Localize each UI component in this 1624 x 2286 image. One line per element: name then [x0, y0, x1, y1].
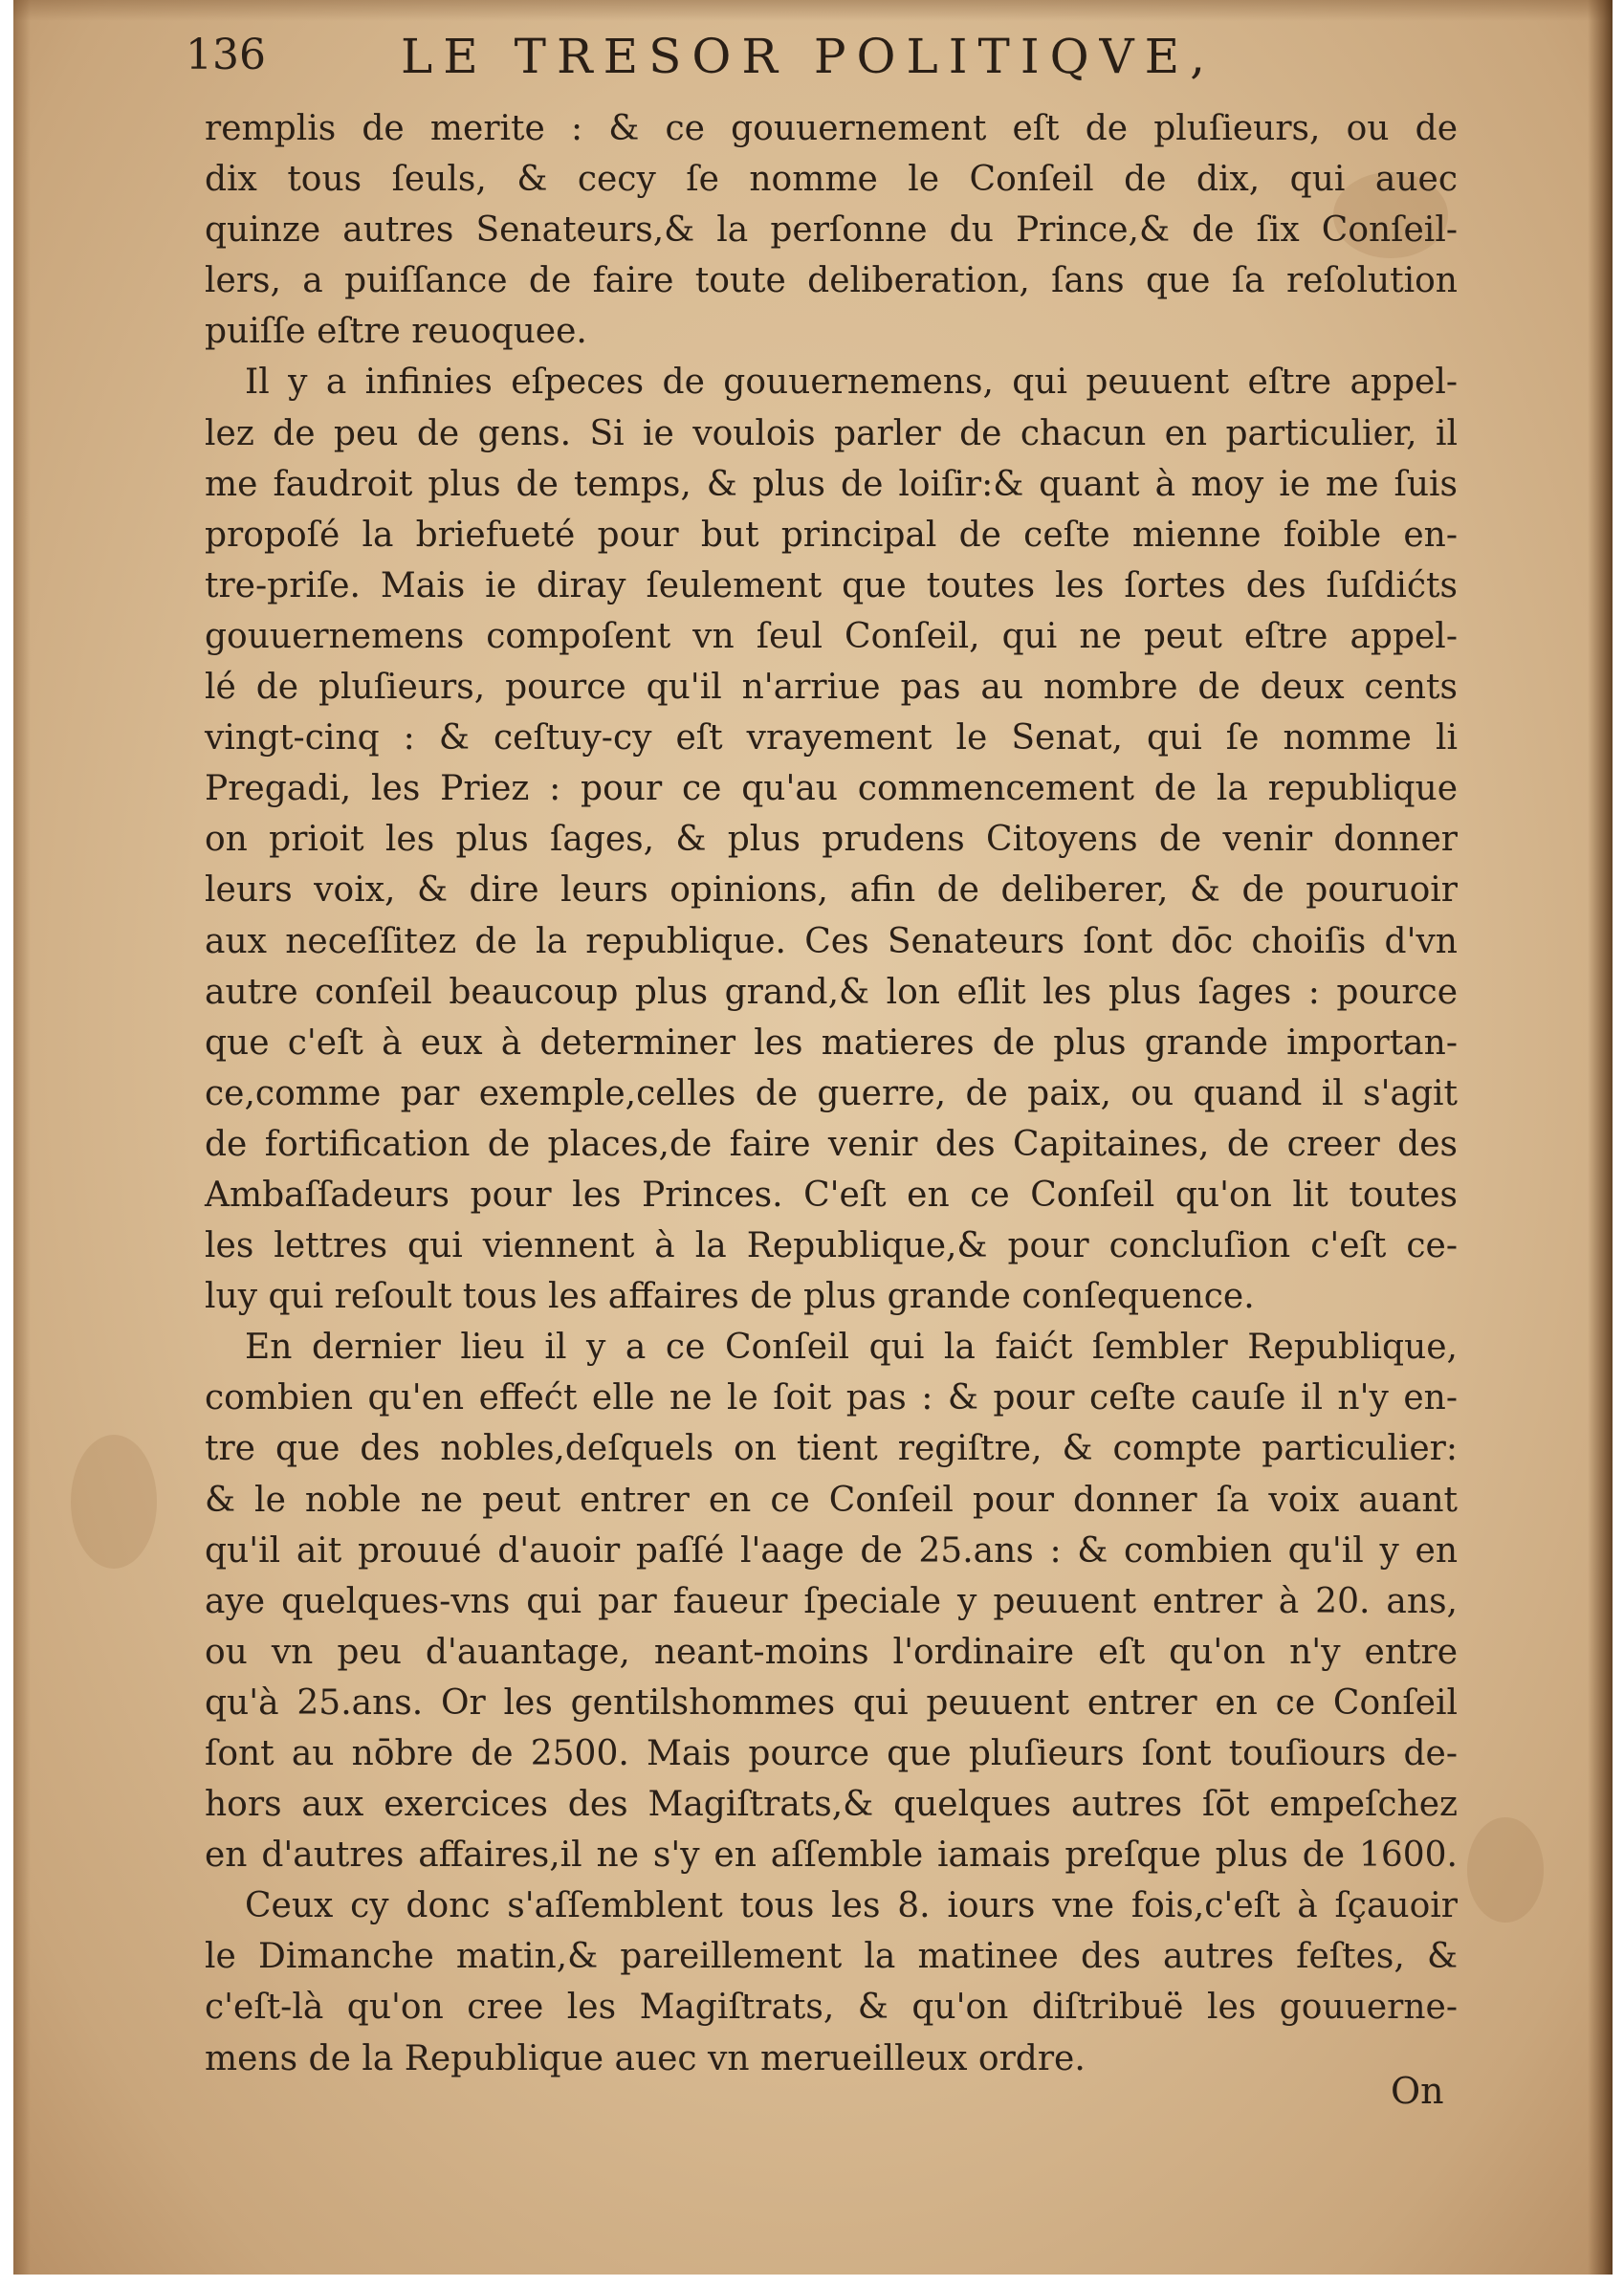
page-header: [186, 21, 1276, 98]
paper-stain: [71, 1435, 157, 1569]
text-line: autre conſeil beaucoup plus grand,& lon eſlit les plus ſages : pource: [205, 972, 1458, 1012]
text-line: lez de peu de gens. Si ie voulois parler de chacun en particulier, il: [205, 413, 1458, 453]
text-line: Ceux cy donc s'aſſemblent tous les 8. iours vne fois,c'eſt à ſçauoir: [245, 1886, 1458, 1926]
text-line: ce,comme par exemple,celles de guerre, de paix, ou quand il s'agit: [205, 1073, 1458, 1113]
text-line: puiſſe eſtre reuoquee.: [205, 312, 587, 352]
text-line: luy qui reſoult tous les affaires de plus grande conſequence.: [205, 1277, 1255, 1317]
text-line: en d'autres affaires,il ne s'y en aſſemble iamais preſque plus de 1600.: [205, 1835, 1458, 1876]
text-line: ou vn peu d'auantage, neant-moins l'ordinaire eſt qu'on n'y entre: [205, 1632, 1458, 1672]
catchword: On: [1391, 2070, 1444, 2112]
page-right-edge: [1588, 0, 1613, 2275]
text-line: tre que des nobles,deſquels on tient regiſtre, & compte particulier:: [205, 1429, 1458, 1469]
text-line: c'eſt-là qu'on cree les Magiſtrats, & qu'on diſtribuë les gouuerne-: [205, 1988, 1458, 2028]
text-line: remplis de merite : & ce gouuernement eſt de pluſieurs, ou de: [205, 109, 1458, 148]
body-text: [205, 103, 1458, 2084]
page-number: 136: [186, 31, 266, 79]
running-title: LE TRESOR POLITIQVE,: [401, 29, 1217, 84]
text-line: aye quelques-vns qui par faueur ſpeciale y peuuent entrer à 20. ans,: [205, 1581, 1458, 1621]
text-line: ſont au nōbre de 2500. Mais pource que pluſieurs ſont touſiours de-: [205, 1734, 1458, 1773]
text-line: mens de la Republique auec vn merueilleux ordre.: [205, 2038, 1086, 2078]
text-line: on prioit les plus ſages, & plus prudens Citoyens de venir donner: [205, 820, 1458, 860]
text-line: Il y a infinies eſpeces de gouuernemens, qui peuuent eſtre appel-: [245, 363, 1458, 403]
text-line: quinze autres Senateurs,& la perſonne du Prince,& de ſix Conſeil-: [205, 210, 1458, 251]
text-line: les lettres qui viennent à la Republique,& pour concluſion c'eſt ce-: [205, 1226, 1458, 1266]
text-line: dix tous ſeuls, & cecy ſe nomme le Conſeil de dix, qui auec: [205, 160, 1458, 200]
text-line: que c'eſt à eux à determiner les matieres de plus grande importan-: [205, 1022, 1458, 1063]
text-line: leurs voix, & dire leurs opinions, afin de deliberer, & de pouruoir: [205, 870, 1458, 911]
text-line: de fortification de places,de faire venir des Capitaines, de creer des: [205, 1124, 1458, 1164]
text-line: me faudroit plus de temps, & plus de loiſir:& quant à moy ie me ſuis: [205, 464, 1458, 504]
text-line: gouuernemens compoſent vn ſeul Conſeil, qui ne peut eſtre appel-: [205, 616, 1458, 656]
page-left-shadow: [13, 0, 31, 2275]
book-page: [13, 0, 1613, 2275]
text-line: qu'à 25.ans. Or les gentilshommes qui peuuent entrer en ce Conſeil: [205, 1682, 1458, 1723]
text-line: lé de pluſieurs, pource qu'il n'arriue pas au nombre de deux cents: [205, 668, 1458, 708]
text-line: le Dimanche matin,& pareillement la matinee des autres feſtes, &: [205, 1937, 1458, 1977]
text-line: vingt-cinq : & ceſtuy-cy eſt vrayement le Senat, qui ſe nomme li: [205, 718, 1458, 758]
text-line: & le noble ne peut entrer en ce Conſeil pour donner ſa voix auant: [205, 1480, 1458, 1520]
text-line: tre-priſe. Mais ie diray ſeulement que toutes les ſortes des ſuſdićts: [205, 565, 1458, 605]
paper-stain: [1467, 1817, 1544, 1923]
text-line: lers, a puiſſance de faire toute deliberation, ſans que ſa reſolution: [205, 261, 1458, 301]
text-line: En dernier lieu il y a ce Conſeil qui la faićt ſembler Republique,: [245, 1328, 1458, 1368]
text-line: Ambaſſadeurs pour les Princes. C'eſt en ce Conſeil qu'on lit toutes: [205, 1175, 1458, 1215]
text-line: hors aux exercices des Magiſtrats,& quelques autres ſōt empeſchez: [205, 1785, 1458, 1825]
text-line: Pregadi, les Priez : pour ce qu'au commencement de la republique: [205, 769, 1458, 809]
text-line: combien qu'en effećt elle ne le ſoit pas : & pour ceſte cauſe il n'y en-: [205, 1378, 1458, 1418]
text-line: qu'il ait prouué d'auoir paſſé l'aage de 25.ans : & combien qu'il y en: [205, 1530, 1458, 1571]
text-line: aux neceſſitez de la republique. Ces Senateurs ſont dōc choiſis d'vn: [205, 921, 1458, 961]
page-top-shadow: [13, 0, 1613, 21]
text-line: propoſé la briefueté pour but principal de ceſte mienne foible en-: [205, 515, 1458, 555]
